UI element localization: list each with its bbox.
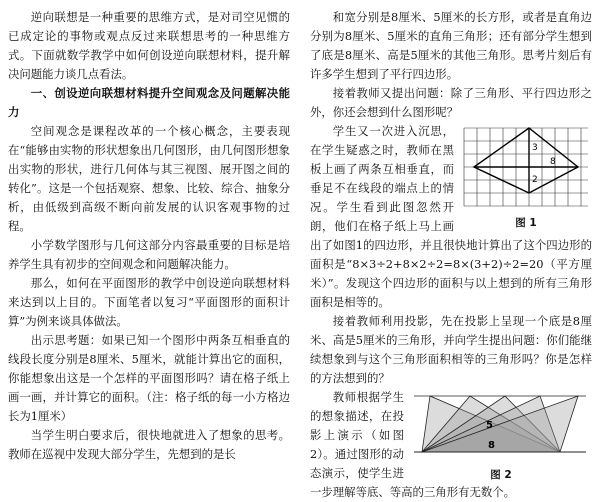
paragraph-method: 那么，如何在平面图形的教学中创设逆向联想材料来达到以上目的。下面笔者以复习“平面图形的面积计算”为例来谈具体做法。 [8,276,290,328]
figure-1-caption: 图 1 [515,217,537,229]
left-column [8,8,290,464]
paragraph-student-answers: 和宽分别是8厘米、5厘米的长方形，或者是直角边分别为8厘米、5厘米的直角三角形；还有部分学生想到了底是8厘米、高是5厘米的其他三角形。思考片刻后有许多学生想到了平行四边形。 [310,10,592,81]
right-column [310,8,592,502]
figure-2-triangles [410,390,592,462]
figure-1 [460,124,592,230]
paragraph-spatial-concept: 空间观念是课程改革的一个核心概念，主要表现在“能够由实物的形状想象出几何图形，由几何图形想象出实物的形状，进行几何体与其三视图、展开图之间的转化”。这是一个包括观察、想象、比较、综合、抽象分析，由低级到高级不断向前发展的认识客观事物的过程。 [8,124,290,233]
figure-1-label-3: 3 [532,143,538,153]
figure-1-label-2: 2 [532,175,538,185]
figure-2-label-height: 5 [486,420,493,431]
paragraph-observation: 当学生明白要求后，很快地就进入了想象的思考。教师在巡视中发现大部分学生，先想到的是长 [8,428,290,461]
paragraph-teacher-question: 接着教师又提出问题：除了三角形、平行四边形之外，你还会想到什么图形呢？ [310,86,592,119]
figure-2-label-base: 8 [488,440,495,451]
paragraph-question: 出示思考题：如果已知一个图形中两条互相垂直的线段长度分别是8厘米、5厘米，就能计算出它的面积，你能想象出这是一个怎样的平面图形吗？请在格子纸上画一画，并计算它的面积。（注：格子纸的每一小方格边长为1厘米） [8,333,290,423]
figure-1-label-8: 8 [550,157,556,167]
section-heading: 一、创设逆向联想材料提升空间观念及问题解决能力 [8,86,290,119]
paragraph-demonstration: 教师根据学生的想象描述，在投影上演示（如图2）。通过图形的动态演示，使学生进一步理解等底、等高的三角形有无数个。 [310,390,516,499]
paragraph-intro: 逆向联想是一种重要的思维方式，是对司空见惯的已成定论的事物或观点反过来联想思考的一种思维方式。下面就数学教学中如何创设逆向联想材料，提升解决问题能力谈几点看法。 [8,10,290,81]
figure-1-grid-quadrilateral [460,124,592,210]
paragraph-quadrilateral: 学生又一次进入沉思，在学生疑惑之时，教师在黑板上画了两条互相垂直，而垂足不在线段的端点上的情况。学生看到此图忽然开朗，他们在格子纸上马上画出了如图1的四边形，并且很快地计算出了这个四边形的面积是“8×3÷2+8×2÷2=8×(3+2)÷2=20（平方厘米）”。发现这个四边形的面积与以上想到的所有三角形面积是相等的。 [310,124,592,309]
figure-2-caption: 图 2 [490,469,512,481]
paragraph-goal: 小学数学图形与几何这部分内容最重要的目标是培养学生具有初步的空间观念和问题解决能力。 [8,238,290,271]
paragraph-projection: 接着教师利用投影，先在投影上呈现一个底是8厘米、高是5厘米的三角形，并向学生提出问题：你们能继续想象到与这个三角形面积相等的三角形吗？你是怎样的方法想到的？ [310,314,592,385]
figure-2 [410,390,592,482]
